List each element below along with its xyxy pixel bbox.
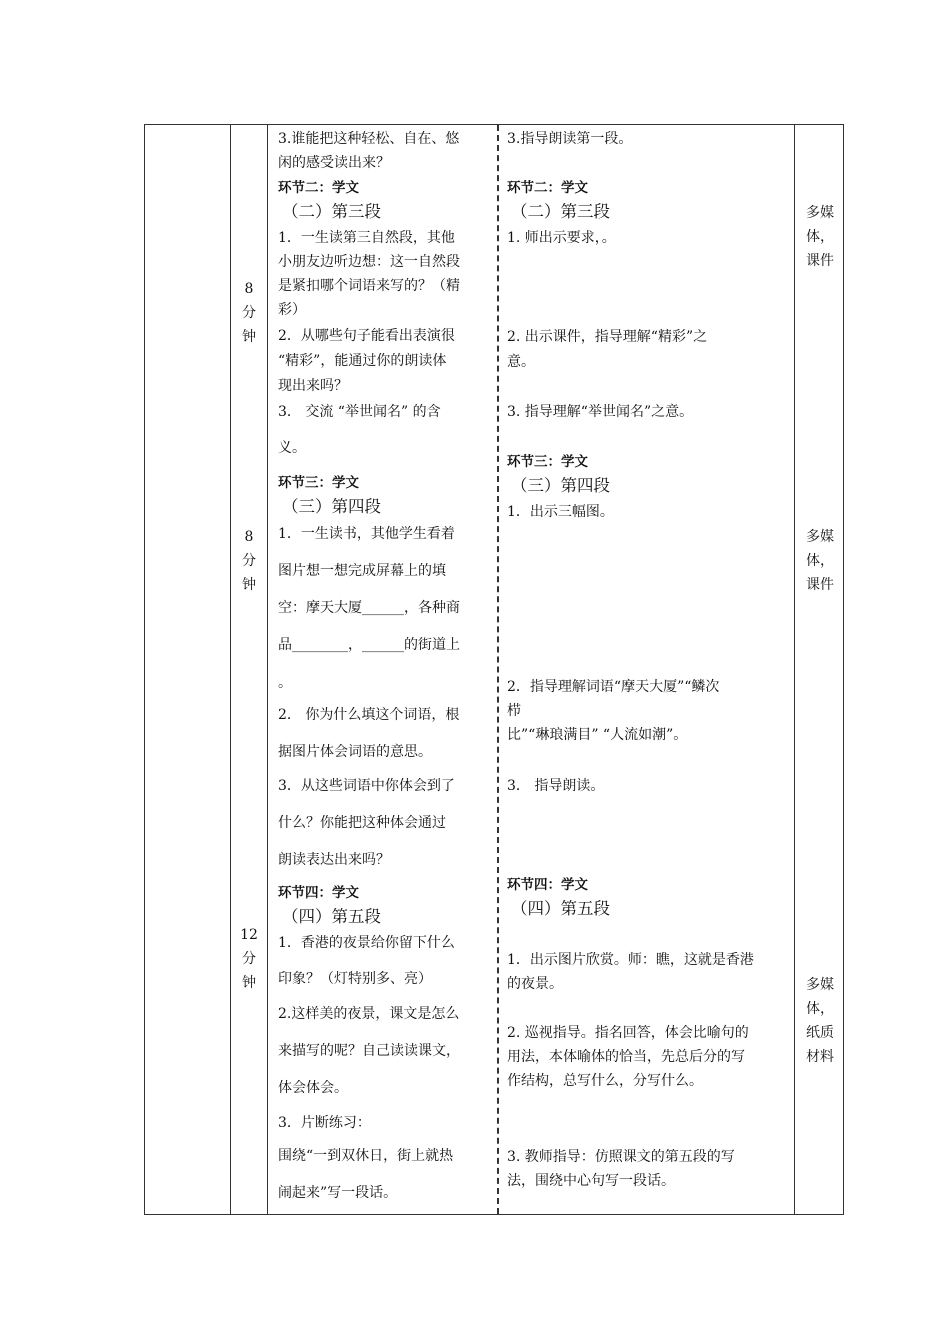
student-text: 1．一生读第三自然段，其他	[278, 230, 455, 246]
section-subtitle: （二）第三段	[282, 202, 381, 221]
time-text: 钟	[242, 975, 256, 991]
teacher-text: 的夜景。	[507, 976, 563, 992]
student-text: 印象？（灯特别多、亮）	[278, 971, 432, 987]
lesson-plan-table	[144, 124, 844, 1215]
teacher-text: 作结构，总写什么，分写什么。	[507, 1073, 703, 1089]
student-text: 3．从这些词语中你体会到了	[278, 778, 455, 794]
time-cell-1	[231, 277, 267, 349]
section-subtitle: （四）第五段	[282, 907, 381, 926]
media-text: 多媒	[806, 205, 834, 221]
section-heading: 环节二：学文	[507, 180, 588, 196]
section-subtitle: （二）第三段	[511, 202, 610, 221]
student-text: 2．从哪些句子能看出表演很	[278, 328, 455, 344]
teacher-text: 栉	[507, 703, 521, 719]
student-text: 闲的感受读出来？	[278, 155, 390, 171]
section-heading: 环节四：学文	[507, 877, 588, 893]
student-text: 围绕“一到双休日，街上就热	[278, 1148, 454, 1164]
media-cell-2	[796, 525, 844, 597]
media-text: 多媒	[806, 529, 834, 545]
teacher-text: 用法，本体喻体的恰当，先总后分的写	[507, 1049, 745, 1065]
student-text: 3.谁能把这种轻松、自在、悠	[278, 131, 460, 147]
time-text: 分	[242, 553, 256, 569]
teacher-text: 3． 指导朗读。	[507, 778, 605, 794]
time-cell-2	[231, 525, 267, 597]
time-text: 分	[242, 951, 256, 967]
section-subtitle: （四）第五段	[511, 899, 610, 918]
student-text: 3． 交流 “举世闻名” 的含	[278, 404, 441, 420]
time-text: 钟	[242, 329, 256, 345]
student-text: 3．片断练习：	[278, 1115, 371, 1131]
student-text: 是紧扣哪个词语来写的？（精	[278, 278, 460, 294]
section-subtitle: （三）第四段	[511, 476, 610, 495]
time-text: 8	[244, 529, 254, 545]
teacher-text: 1．出示三幅图。	[507, 504, 614, 520]
column-divider	[267, 125, 268, 1214]
student-text: 闹起来”写一段话。	[278, 1185, 398, 1201]
teacher-text: 2. 巡视指导。指名回答，体会比喻句的	[507, 1025, 749, 1041]
student-text: 图片想一想完成屏幕上的填	[278, 563, 446, 579]
student-text: 什么？你能把这种体会通过	[278, 815, 446, 831]
teacher-text: 2. 出示课件，指导理解“精彩”之	[507, 329, 708, 345]
student-text: 据图片体会词语的意思。	[278, 744, 432, 760]
student-text: 1．一生读书，其他学生看着	[278, 526, 455, 542]
media-cell-3	[796, 973, 844, 1069]
student-text: 义。	[278, 440, 306, 456]
media-text: 多媒	[806, 977, 834, 993]
student-text: “精彩”，能通过你的朗读体	[278, 353, 447, 369]
column-divider-dashed	[497, 125, 499, 1214]
time-cell-3	[231, 923, 267, 995]
student-text: 现出来吗？	[278, 378, 348, 394]
media-cell-1	[796, 201, 844, 273]
column-divider	[794, 125, 795, 1214]
teacher-text: 3.指导朗读第一段。	[507, 131, 633, 147]
media-text: 纸质	[806, 1025, 834, 1041]
section-subtitle: （三）第四段	[282, 497, 381, 516]
teacher-text: 比”“琳琅满目” “人流如潮”。	[507, 727, 688, 743]
student-text: 小朋友边听边想：这一自然段	[278, 254, 460, 270]
media-text: 课件	[806, 253, 834, 269]
media-text: 体，	[806, 229, 834, 245]
teacher-text: 3. 指导理解“举世闻名”之意。	[507, 404, 694, 420]
time-text: 12	[240, 927, 258, 943]
student-text: 品________，______的街道上	[278, 637, 460, 653]
teacher-text: 1. 师出示要求，。	[507, 230, 616, 246]
teacher-text: 3. 教师指导：仿照课文的第五段的写	[507, 1149, 735, 1165]
student-text: 空：摩天大厦______，各种商	[278, 600, 460, 616]
student-text: 彩）	[278, 302, 306, 318]
teacher-text: 1．出示图片欣赏。师：瞧，这就是香港	[507, 952, 754, 968]
teacher-text: 意。	[507, 354, 535, 370]
media-text: 材料	[806, 1049, 834, 1065]
section-heading: 环节三：学文	[278, 475, 359, 491]
time-text: 钟	[242, 577, 256, 593]
media-text: 课件	[806, 577, 834, 593]
time-text: 分	[242, 305, 256, 321]
media-text: 体，	[806, 1001, 834, 1017]
time-text: 8	[244, 281, 254, 297]
student-text: 。	[278, 675, 292, 691]
teacher-text: 法，围绕中心句写一段话。	[507, 1173, 675, 1189]
media-text: 体，	[806, 553, 834, 569]
section-heading: 环节二：学文	[278, 180, 359, 196]
student-text: 体会体会。	[278, 1080, 348, 1096]
student-text: 朗读表达出来吗？	[278, 852, 390, 868]
section-heading: 环节四：学文	[278, 885, 359, 901]
teacher-text: 2．指导理解词语“摩天大厦”“鳞次	[507, 679, 720, 695]
student-text: 来描写的呢？自己读读课文，	[278, 1043, 460, 1059]
section-heading: 环节三：学文	[507, 454, 588, 470]
student-text: 2． 你为什么填这个词语，根	[278, 707, 460, 723]
student-text: 1．香港的夜景给你留下什么	[278, 935, 455, 951]
student-text: 2.这样美的夜景，课文是怎么	[278, 1006, 460, 1022]
